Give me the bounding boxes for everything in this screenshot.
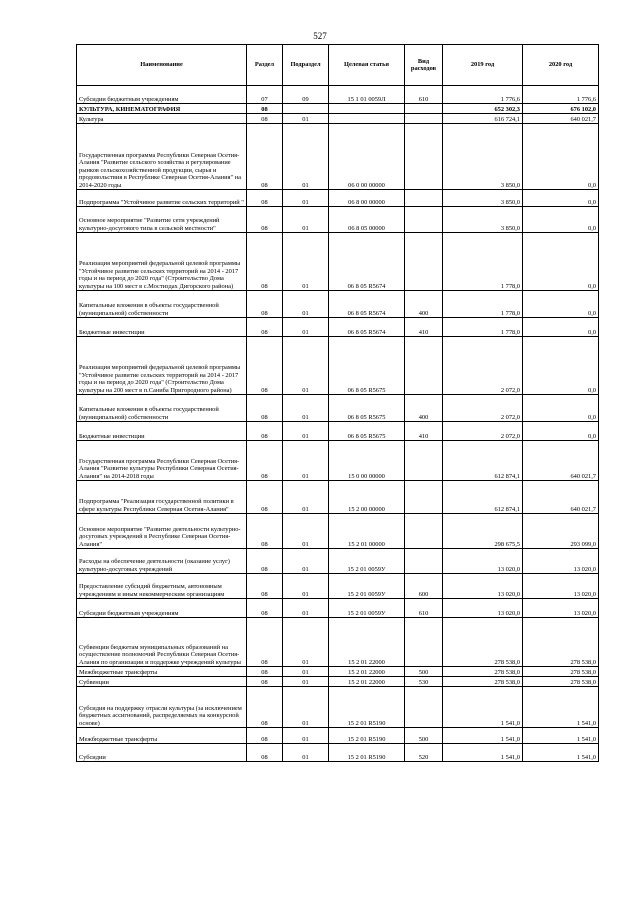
row-target-article: 06 8 05 R5675 — [329, 395, 405, 422]
table-row — [77, 318, 599, 337]
row-razdel: 08 — [247, 687, 283, 728]
header-2020: 2020 год — [523, 45, 599, 86]
row-expense-type — [405, 549, 443, 574]
header-podrazdel: Подраздел — [283, 45, 329, 86]
row-name: Государственная программа Республики Северная Осетия-Алания "Развитие культуры Республики Северная Осетия-Алания" на 2014-2018 годы — [77, 441, 247, 481]
row-expense-type — [405, 618, 443, 667]
row-amount-2020: 13 020,0 — [523, 599, 599, 618]
table-row — [77, 291, 599, 318]
table-row — [77, 514, 599, 549]
row-podrazdel: 01 — [283, 514, 329, 549]
row-name: Субсидия на поддержку отрасли культуры (за исключением бюджетных ассигнований, распределяемых на конкурсной основе) — [77, 687, 247, 728]
row-name: Государственная программа Республики Северная Осетия-Алания "Развитие сельского хозяйства и регулирование рынков сельскохозяйственной продукции, сырья и продовольствия в Республике Северная Осетия-Алания" на 2014-2020 годы — [77, 124, 247, 190]
row-amount-2019: 612 874,1 — [443, 441, 523, 481]
row-podrazdel: 01 — [283, 744, 329, 762]
row-amount-2020: 278 538,0 — [523, 667, 599, 677]
row-target-article — [329, 104, 405, 114]
row-expense-type — [405, 124, 443, 190]
row-expense-type: 400 — [405, 291, 443, 318]
row-razdel: 08 — [247, 124, 283, 190]
row-podrazdel: 01 — [283, 395, 329, 422]
row-amount-2020: 0,0 — [523, 318, 599, 337]
row-expense-type: 610 — [405, 86, 443, 104]
row-podrazdel: 01 — [283, 599, 329, 618]
row-target-article — [329, 114, 405, 124]
row-name: Расходы на обеспечение деятельности (оказание услуг) культурно-досуговых учреждений — [77, 549, 247, 574]
table-row — [77, 599, 599, 618]
row-expense-type — [405, 190, 443, 207]
row-expense-type: 410 — [405, 422, 443, 441]
row-target-article: 15 2 01 22000 — [329, 667, 405, 677]
row-podrazdel: 01 — [283, 618, 329, 667]
row-target-article: 15 2 01 22000 — [329, 677, 405, 687]
table-row — [77, 481, 599, 514]
row-name: Предоставление субсидий бюджетным, автономным учреждениям и иным некоммерческим организациям — [77, 574, 247, 599]
row-target-article: 15 2 01 R5190 — [329, 687, 405, 728]
row-target-article: 15 2 00 00000 — [329, 481, 405, 514]
row-razdel: 08 — [247, 395, 283, 422]
row-razdel: 08 — [247, 104, 283, 114]
row-amount-2019: 3 850,0 — [443, 207, 523, 233]
table-row — [77, 687, 599, 728]
row-amount-2019: 2 072,0 — [443, 422, 523, 441]
row-razdel: 08 — [247, 291, 283, 318]
table-row — [77, 422, 599, 441]
row-expense-type — [405, 481, 443, 514]
row-amount-2020: 278 538,0 — [523, 618, 599, 667]
page-number: 527 — [313, 31, 327, 41]
table-row — [77, 441, 599, 481]
row-target-article: 15 2 01 0059У — [329, 599, 405, 618]
row-target-article: 06 8 05 R5675 — [329, 337, 405, 395]
table-row — [77, 549, 599, 574]
table-row — [77, 114, 599, 124]
table-row — [77, 207, 599, 233]
table-row — [77, 86, 599, 104]
row-expense-type: 520 — [405, 744, 443, 762]
row-amount-2019: 13 020,0 — [443, 599, 523, 618]
row-razdel: 08 — [247, 667, 283, 677]
row-expense-type: 410 — [405, 318, 443, 337]
row-razdel: 08 — [247, 549, 283, 574]
row-expense-type — [405, 104, 443, 114]
table-row — [77, 677, 599, 687]
row-podrazdel: 01 — [283, 687, 329, 728]
table-row — [77, 728, 599, 744]
row-amount-2019: 13 020,0 — [443, 549, 523, 574]
header-target-article: Целевая статья — [329, 45, 405, 86]
row-amount-2020: 0,0 — [523, 233, 599, 291]
row-name: Межбюджетные трансферты — [77, 728, 247, 744]
row-expense-type — [405, 114, 443, 124]
row-amount-2019: 1 541,0 — [443, 687, 523, 728]
row-expense-type — [405, 337, 443, 395]
row-name: Субвенции — [77, 677, 247, 687]
row-razdel: 08 — [247, 481, 283, 514]
table-row — [77, 618, 599, 667]
row-amount-2020: 1 541,0 — [523, 744, 599, 762]
row-target-article: 15 2 01 R5190 — [329, 744, 405, 762]
row-amount-2020: 640 021,7 — [523, 481, 599, 514]
row-name: Субсидии бюджетным учреждениям — [77, 86, 247, 104]
row-podrazdel: 01 — [283, 233, 329, 291]
row-podrazdel: 01 — [283, 207, 329, 233]
table-row — [77, 124, 599, 190]
row-podrazdel — [283, 104, 329, 114]
row-target-article: 15 2 01 00000 — [329, 514, 405, 549]
table-row — [77, 395, 599, 422]
row-target-article: 15 2 01 0059У — [329, 574, 405, 599]
row-razdel: 08 — [247, 514, 283, 549]
row-razdel: 08 — [247, 677, 283, 687]
row-podrazdel: 01 — [283, 728, 329, 744]
row-amount-2020: 13 020,0 — [523, 549, 599, 574]
table-row — [77, 667, 599, 677]
row-name: Субвенции бюджетам муниципальных образований на осуществление полномочий Республики Северная Осетия-Алания по организации и поддержке учреждений культуры — [77, 618, 247, 667]
table-row — [77, 574, 599, 599]
row-amount-2020: 0,0 — [523, 395, 599, 422]
row-name: Реализация мероприятий федеральной целевой программы "Устойчивое развитие сельских территорий на 2014 - 2017 годы и на период до 2020 года" (Строительство Дома культуры на 200 мест в п.Саниба Пригородного района) — [77, 337, 247, 395]
row-razdel: 08 — [247, 618, 283, 667]
row-razdel: 08 — [247, 337, 283, 395]
row-razdel: 08 — [247, 441, 283, 481]
row-podrazdel: 01 — [283, 667, 329, 677]
row-podrazdel: 01 — [283, 291, 329, 318]
row-target-article: 15 2 01 R5190 — [329, 728, 405, 744]
row-name: Подпрограмма "Реализация государственной политики в сфере культуры Республики Северная Осетия-Алания" — [77, 481, 247, 514]
header-2019: 2019 год — [443, 45, 523, 86]
row-expense-type — [405, 514, 443, 549]
row-expense-type: 600 — [405, 574, 443, 599]
table-header-row — [77, 45, 599, 86]
row-podrazdel: 01 — [283, 318, 329, 337]
row-amount-2020: 0,0 — [523, 291, 599, 318]
row-amount-2020: 1 541,0 — [523, 728, 599, 744]
row-amount-2020: 640 021,7 — [523, 114, 599, 124]
row-target-article: 06 8 00 00000 — [329, 190, 405, 207]
row-amount-2019: 1 778,0 — [443, 291, 523, 318]
row-amount-2019: 13 020,0 — [443, 574, 523, 599]
row-podrazdel: 01 — [283, 337, 329, 395]
row-expense-type — [405, 207, 443, 233]
row-name: Межбюджетные трансферты — [77, 667, 247, 677]
table-row — [77, 233, 599, 291]
row-expense-type: 500 — [405, 667, 443, 677]
row-target-article: 06 8 05 R5675 — [329, 422, 405, 441]
row-razdel: 08 — [247, 574, 283, 599]
row-target-article: 06 8 05 R5674 — [329, 233, 405, 291]
row-name: Бюджетные инвестиции — [77, 318, 247, 337]
row-expense-type: 610 — [405, 599, 443, 618]
row-amount-2019: 298 675,5 — [443, 514, 523, 549]
table-row — [77, 744, 599, 762]
row-name: КУЛЬТУРА, КИНЕМАТОГРАФИЯ — [77, 104, 247, 114]
row-target-article: 15 2 01 0059У — [329, 549, 405, 574]
row-razdel: 08 — [247, 318, 283, 337]
row-razdel: 08 — [247, 728, 283, 744]
row-target-article: 06 8 05 R5674 — [329, 291, 405, 318]
row-amount-2020: 0,0 — [523, 124, 599, 190]
row-name: Основное мероприятие "Развитие деятельности культурно-досуговых учреждений в Республике Северная Осетия-Алания" — [77, 514, 247, 549]
row-podrazdel: 01 — [283, 677, 329, 687]
row-amount-2020: 0,0 — [523, 207, 599, 233]
row-amount-2019: 278 538,0 — [443, 667, 523, 677]
row-amount-2019: 1 541,0 — [443, 728, 523, 744]
header-razdel: Раздел — [247, 45, 283, 86]
row-target-article: 15 2 01 22000 — [329, 618, 405, 667]
row-name: Подпрограмма "Устойчивое развитие сельских территорий " — [77, 190, 247, 207]
row-podrazdel: 01 — [283, 549, 329, 574]
row-expense-type: 530 — [405, 677, 443, 687]
row-podrazdel: 01 — [283, 574, 329, 599]
row-amount-2020: 676 102,0 — [523, 104, 599, 114]
row-target-article: 06 8 05 R5674 — [329, 318, 405, 337]
row-name: Капитальные вложения в объекты государственной (муниципальной) собственности — [77, 395, 247, 422]
budget-table — [76, 44, 599, 762]
row-podrazdel: 01 — [283, 190, 329, 207]
row-razdel: 08 — [247, 114, 283, 124]
row-podrazdel: 09 — [283, 86, 329, 104]
row-name: Субсидии бюджетным учреждениям — [77, 599, 247, 618]
row-amount-2019: 3 850,0 — [443, 124, 523, 190]
row-podrazdel: 01 — [283, 441, 329, 481]
row-amount-2019: 612 874,1 — [443, 481, 523, 514]
row-expense-type — [405, 687, 443, 728]
row-razdel: 08 — [247, 190, 283, 207]
header-expense-type: Вид расходов — [405, 45, 443, 86]
row-podrazdel: 01 — [283, 422, 329, 441]
row-razdel: 08 — [247, 207, 283, 233]
row-name: Реализация мероприятий федеральной целевой программы "Устойчивое развитие сельских территорий на 2014 - 2017 годы и на период до 2020 года" (Строительство Дома культуры на 100 мест в с.Мостиздах Дигорского района) — [77, 233, 247, 291]
row-amount-2019: 652 302,3 — [443, 104, 523, 114]
row-target-article: 06 8 05 00000 — [329, 207, 405, 233]
row-name: Субсидии — [77, 744, 247, 762]
row-amount-2019: 2 072,0 — [443, 337, 523, 395]
row-amount-2019: 2 072,0 — [443, 395, 523, 422]
row-expense-type: 400 — [405, 395, 443, 422]
row-podrazdel: 01 — [283, 124, 329, 190]
row-target-article: 15 0 00 00000 — [329, 441, 405, 481]
row-amount-2020: 0,0 — [523, 190, 599, 207]
row-amount-2019: 278 538,0 — [443, 618, 523, 667]
row-name: Основное мероприятие "Развитие сети учреждений культурно-досугового типа в сельской местности" — [77, 207, 247, 233]
row-podrazdel: 01 — [283, 481, 329, 514]
row-amount-2020: 640 021,7 — [523, 441, 599, 481]
row-name: Капитальные вложения в объекты государственной (муниципальной) собственности — [77, 291, 247, 318]
table-row — [77, 190, 599, 207]
row-razdel: 08 — [247, 744, 283, 762]
row-amount-2020: 293 099,0 — [523, 514, 599, 549]
row-razdel: 08 — [247, 422, 283, 441]
row-amount-2020: 0,0 — [523, 422, 599, 441]
row-amount-2020: 1 776,6 — [523, 86, 599, 104]
row-amount-2020: 1 541,0 — [523, 687, 599, 728]
row-podrazdel: 01 — [283, 114, 329, 124]
row-razdel: 07 — [247, 86, 283, 104]
row-name: Культура — [77, 114, 247, 124]
row-expense-type — [405, 233, 443, 291]
row-expense-type — [405, 441, 443, 481]
row-amount-2019: 616 724,1 — [443, 114, 523, 124]
row-amount-2019: 278 538,0 — [443, 677, 523, 687]
row-amount-2020: 13 020,0 — [523, 574, 599, 599]
row-target-article: 15 1 01 0059Л — [329, 86, 405, 104]
row-amount-2019: 1 778,0 — [443, 318, 523, 337]
row-amount-2019: 1 541,0 — [443, 744, 523, 762]
table-row — [77, 337, 599, 395]
row-amount-2019: 1 778,0 — [443, 233, 523, 291]
header-name: Наименование — [77, 45, 247, 86]
row-name: Бюджетные инвестиции — [77, 422, 247, 441]
row-razdel: 08 — [247, 599, 283, 618]
row-amount-2019: 3 850,0 — [443, 190, 523, 207]
row-amount-2019: 1 776,6 — [443, 86, 523, 104]
row-target-article: 06 0 00 00000 — [329, 124, 405, 190]
row-amount-2020: 278 538,0 — [523, 677, 599, 687]
row-amount-2020: 0,0 — [523, 337, 599, 395]
table-row — [77, 104, 599, 114]
row-expense-type: 500 — [405, 728, 443, 744]
row-razdel: 08 — [247, 233, 283, 291]
